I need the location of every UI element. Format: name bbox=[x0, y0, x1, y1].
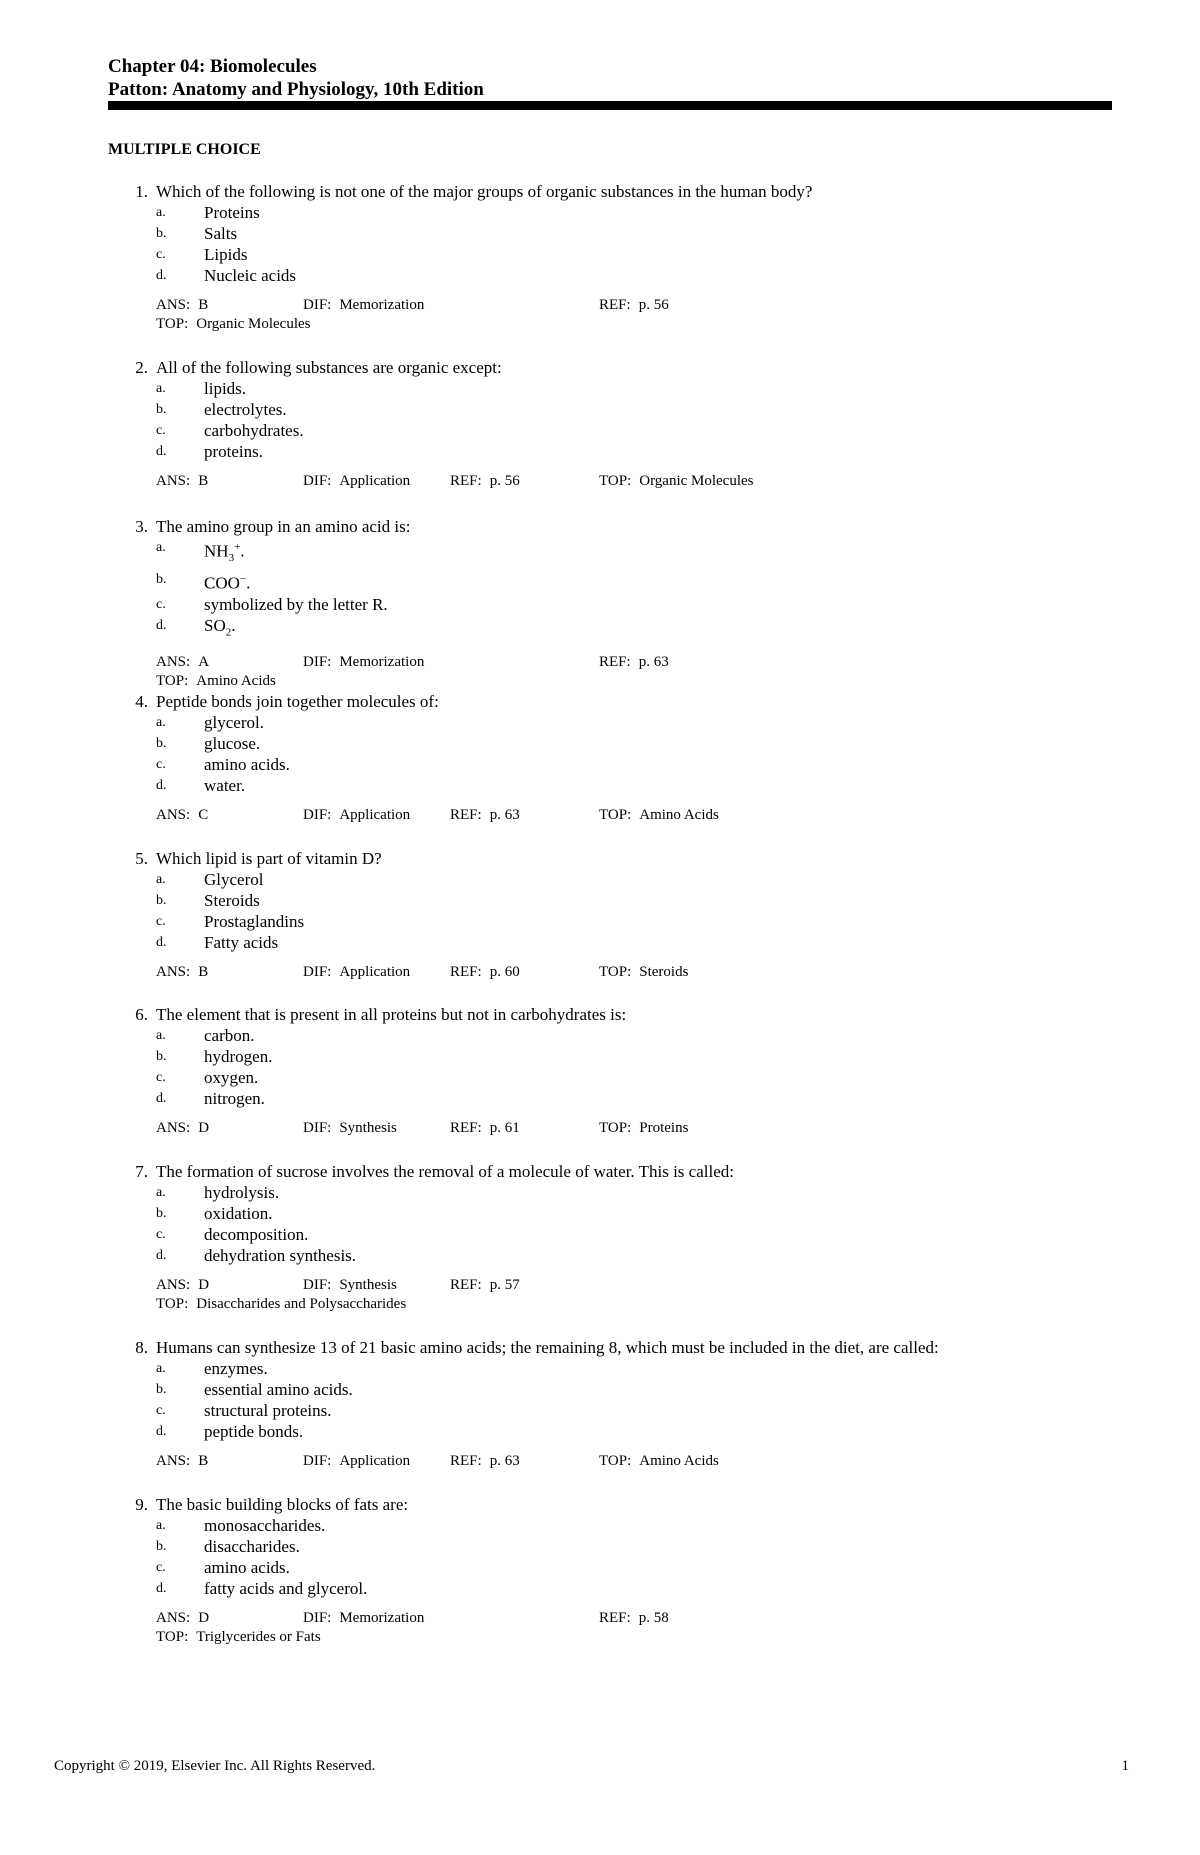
option-letter: a. bbox=[156, 381, 166, 396]
option-text: electrolytes. bbox=[204, 400, 287, 419]
answer-option bbox=[108, 1515, 1112, 1536]
answer-option bbox=[108, 1536, 1112, 1557]
question-row bbox=[108, 181, 1112, 202]
answer-option bbox=[108, 1379, 1112, 1400]
question-stem: Peptide bonds join together molecules of: bbox=[156, 692, 439, 711]
reference bbox=[599, 653, 669, 672]
answer bbox=[156, 1609, 209, 1628]
option-letter: d. bbox=[156, 268, 167, 283]
option-letter: a. bbox=[156, 872, 166, 887]
reference-value: p. 63 bbox=[638, 654, 669, 671]
answer-option bbox=[108, 537, 1112, 569]
option-text: amino acids. bbox=[204, 755, 290, 774]
option-letter: c. bbox=[156, 757, 166, 772]
option-letter: d. bbox=[156, 935, 167, 950]
option-letter: c. bbox=[156, 1403, 166, 1418]
answer-option bbox=[108, 754, 1112, 775]
answer-key bbox=[156, 1609, 1112, 1647]
answer bbox=[156, 1276, 209, 1295]
answer-key-row bbox=[156, 315, 1112, 334]
topic bbox=[599, 1452, 719, 1471]
question-number: 7. bbox=[135, 1162, 148, 1181]
answer-option bbox=[108, 244, 1112, 265]
option-text: symbolized by the letter R. bbox=[204, 594, 388, 614]
topic-value: Organic Molecules bbox=[196, 316, 311, 332]
option-letter: b. bbox=[156, 893, 167, 908]
topic-value: Amino Acids bbox=[639, 1453, 719, 1469]
answer bbox=[156, 653, 209, 672]
answer-key-row bbox=[156, 1276, 1112, 1295]
answer-value: D bbox=[198, 1277, 210, 1293]
difficulty bbox=[303, 1452, 410, 1471]
option-letter: a. bbox=[156, 1185, 166, 1200]
answer-option bbox=[108, 399, 1112, 420]
difficulty-label: DIF: bbox=[303, 473, 332, 489]
reference-label: REF: bbox=[450, 473, 482, 489]
answer-label: ANS: bbox=[156, 297, 191, 313]
difficulty-value: Memorization bbox=[339, 1610, 425, 1626]
option-letter: c. bbox=[156, 247, 166, 262]
answer-key bbox=[156, 1452, 1112, 1471]
topic-value: Steroids bbox=[639, 964, 689, 980]
answer-option bbox=[108, 890, 1112, 911]
difficulty-label: DIF: bbox=[303, 1610, 332, 1626]
reference-value: p. 63 bbox=[489, 807, 520, 823]
question-stem: The element that is present in all proteins but not in carbohydrates is: bbox=[156, 1005, 627, 1024]
option-letter: d. bbox=[156, 1581, 167, 1596]
answer-key-row bbox=[156, 963, 1112, 982]
option-text: disaccharides. bbox=[204, 1537, 300, 1556]
answer-option bbox=[108, 932, 1112, 953]
difficulty bbox=[303, 653, 424, 672]
topic bbox=[156, 1628, 321, 1647]
question-number: 1. bbox=[135, 182, 148, 201]
reference-value: p. 60 bbox=[489, 964, 520, 980]
reference-label: REF: bbox=[450, 807, 482, 823]
reference-label: REF: bbox=[450, 1277, 482, 1293]
answer-value: C bbox=[198, 807, 209, 823]
answer-label: ANS: bbox=[156, 1277, 191, 1293]
copyright-notice: Copyright © 2019, Elsevier Inc. All Rights Reserved. bbox=[54, 1758, 376, 1774]
option-text: Steroids bbox=[204, 891, 260, 910]
option-text: Salts bbox=[204, 224, 238, 243]
option-letter: b. bbox=[156, 736, 167, 751]
answer-key-row bbox=[156, 1119, 1112, 1138]
option-text: Fatty acids bbox=[204, 933, 279, 952]
option-letter: d. bbox=[156, 1248, 167, 1263]
question-stem: All of the following substances are organic except: bbox=[156, 358, 502, 377]
difficulty bbox=[303, 963, 410, 982]
topic bbox=[599, 1119, 688, 1138]
option-text: Glycerol bbox=[204, 870, 264, 889]
answer-label: ANS: bbox=[156, 807, 191, 823]
difficulty-label: DIF: bbox=[303, 807, 332, 823]
option-text: enzymes. bbox=[204, 1359, 268, 1378]
answer-option bbox=[108, 1578, 1112, 1599]
option-letter: a. bbox=[156, 1028, 166, 1043]
topic-value: Amino Acids bbox=[196, 673, 276, 690]
difficulty-label: DIF: bbox=[303, 297, 332, 313]
answer-key-row bbox=[156, 672, 1112, 691]
answer-option bbox=[108, 869, 1112, 890]
question-item bbox=[108, 1004, 1112, 1138]
answer-value: D bbox=[198, 1120, 210, 1136]
option-text: carbon. bbox=[204, 1026, 255, 1045]
option-text: hydrogen. bbox=[204, 1047, 273, 1066]
reference bbox=[450, 1119, 520, 1138]
difficulty-value: Memorization bbox=[339, 654, 425, 671]
reference-value: p. 58 bbox=[638, 1610, 669, 1626]
question-stem: The formation of sucrose involves the removal of a molecule of water. This is called: bbox=[156, 1162, 734, 1181]
difficulty-value: Synthesis bbox=[339, 1277, 397, 1293]
answer-label: ANS: bbox=[156, 1610, 191, 1626]
option-text: COO−. bbox=[204, 573, 251, 593]
option-text: structural proteins. bbox=[204, 1401, 332, 1420]
difficulty bbox=[303, 1609, 424, 1628]
topic-label: TOP: bbox=[156, 673, 189, 690]
option-letter: d. bbox=[156, 444, 167, 459]
option-text: decomposition. bbox=[204, 1225, 309, 1244]
page-number: 1 bbox=[1121, 1758, 1129, 1774]
answer-option bbox=[108, 594, 1112, 615]
option-text: $SO_2$. bbox=[204, 615, 236, 639]
section-title: MULTIPLE CHOICE bbox=[108, 141, 261, 158]
question-number: 5. bbox=[135, 849, 148, 868]
option-text: fatty acids and glycerol. bbox=[204, 1579, 368, 1598]
chapter-title: Chapter 04: Biomolecules bbox=[108, 56, 317, 77]
difficulty-value: Application bbox=[339, 964, 411, 980]
question-number: 6. bbox=[135, 1005, 148, 1024]
option-letter: b. bbox=[156, 226, 167, 241]
option-letter: d. bbox=[156, 778, 167, 793]
answer-key bbox=[156, 472, 1112, 491]
option-letter: b. bbox=[156, 1382, 167, 1397]
option-letter: b. bbox=[156, 572, 167, 588]
option-text: glucose. bbox=[204, 734, 261, 753]
question-item bbox=[108, 181, 1112, 334]
answer-option bbox=[108, 733, 1112, 754]
option-text: water. bbox=[204, 776, 246, 795]
answer-option bbox=[108, 911, 1112, 932]
question-item bbox=[108, 1337, 1112, 1471]
difficulty-label: DIF: bbox=[303, 1120, 332, 1136]
topic bbox=[156, 672, 276, 691]
reference-label: REF: bbox=[450, 964, 482, 980]
answer-option bbox=[108, 615, 1112, 643]
answer-option bbox=[108, 265, 1112, 286]
answer-option bbox=[108, 441, 1112, 462]
option-text: oxygen. bbox=[204, 1068, 259, 1087]
option-letter: b. bbox=[156, 1206, 167, 1221]
answer-option bbox=[108, 420, 1112, 441]
answer-key bbox=[156, 296, 1112, 334]
difficulty-value: Synthesis bbox=[339, 1120, 397, 1136]
option-text: nitrogen. bbox=[204, 1089, 265, 1108]
answer-option bbox=[108, 1400, 1112, 1421]
option-letter: c. bbox=[156, 1070, 166, 1085]
reference-label: REF: bbox=[599, 654, 631, 671]
reference-value: p. 61 bbox=[489, 1120, 520, 1136]
option-letter: a. bbox=[156, 1518, 166, 1533]
difficulty-value: Application bbox=[339, 473, 411, 489]
option-letter: b. bbox=[156, 1049, 167, 1064]
answer-option bbox=[108, 1046, 1112, 1067]
answer bbox=[156, 1452, 208, 1471]
answer-key-row bbox=[156, 1295, 1112, 1314]
question-row bbox=[108, 1004, 1112, 1025]
question-number: 4. bbox=[135, 692, 148, 711]
question-stem: Which lipid is part of vitamin D? bbox=[156, 849, 382, 868]
topic-value: Triglycerides or Fats bbox=[196, 1629, 321, 1645]
difficulty-value: Application bbox=[339, 1453, 411, 1469]
topic-label: TOP: bbox=[599, 964, 632, 980]
question-row bbox=[108, 357, 1112, 378]
difficulty-label: DIF: bbox=[303, 654, 332, 671]
answer-option bbox=[108, 202, 1112, 223]
answer-option bbox=[108, 1088, 1112, 1109]
answer-label: ANS: bbox=[156, 654, 191, 671]
difficulty bbox=[303, 296, 424, 315]
question-stem: The amino group in an amino acid is: bbox=[156, 517, 411, 536]
answer-option bbox=[108, 1203, 1112, 1224]
question-item bbox=[108, 691, 1112, 825]
question-item bbox=[108, 516, 1112, 691]
answer-option bbox=[108, 378, 1112, 399]
option-letter: c. bbox=[156, 1227, 166, 1242]
topic-label: TOP: bbox=[599, 1120, 632, 1136]
question-stem: Humans can synthesize 13 of 21 basic amino acids; the remaining 8, which must be included in the diet, are called: bbox=[156, 1338, 939, 1357]
option-text: dehydration synthesis. bbox=[204, 1246, 357, 1265]
difficulty-value: Memorization bbox=[339, 297, 425, 313]
answer-label: ANS: bbox=[156, 1120, 191, 1136]
reference bbox=[450, 1452, 520, 1471]
question-row bbox=[108, 848, 1112, 869]
answer-option bbox=[108, 569, 1112, 594]
reference-label: REF: bbox=[450, 1453, 482, 1469]
answer-option bbox=[108, 1224, 1112, 1245]
topic-label: TOP: bbox=[156, 1296, 189, 1312]
document-header bbox=[108, 55, 1112, 101]
topic bbox=[156, 1295, 406, 1314]
answer-option bbox=[108, 1557, 1112, 1578]
option-letter: c. bbox=[156, 423, 166, 438]
reference-label: REF: bbox=[450, 1120, 482, 1136]
option-text: carbohydrates. bbox=[204, 421, 304, 440]
question-number: 8. bbox=[135, 1338, 148, 1357]
reference-label: REF: bbox=[599, 297, 631, 313]
answer-option bbox=[108, 1358, 1112, 1379]
option-text: essential amino acids. bbox=[204, 1380, 353, 1399]
option-text: peptide bonds. bbox=[204, 1422, 304, 1441]
difficulty bbox=[303, 1119, 397, 1138]
difficulty-label: DIF: bbox=[303, 1453, 332, 1469]
answer-option bbox=[108, 1421, 1112, 1442]
topic-label: TOP: bbox=[599, 807, 632, 823]
option-letter: d. bbox=[156, 617, 167, 633]
question-item bbox=[108, 1494, 1112, 1647]
topic-value: Disaccharides and Polysaccharides bbox=[196, 1296, 407, 1312]
topic-value: Proteins bbox=[639, 1120, 689, 1136]
reference bbox=[599, 1609, 669, 1628]
difficulty bbox=[303, 472, 410, 491]
question-stem: The basic building blocks of fats are: bbox=[156, 1495, 409, 1514]
question-item bbox=[108, 848, 1112, 982]
option-text: Nucleic acids bbox=[204, 266, 297, 285]
answer-key-row bbox=[156, 1628, 1112, 1647]
option-letter: c. bbox=[156, 596, 166, 612]
answer bbox=[156, 1119, 209, 1138]
answer-option bbox=[108, 223, 1112, 244]
option-letter: a. bbox=[156, 540, 166, 555]
option-text: hydrolysis. bbox=[204, 1183, 280, 1202]
question-row bbox=[108, 691, 1112, 712]
answer bbox=[156, 296, 208, 315]
answer-key-row bbox=[156, 806, 1112, 825]
question-item bbox=[108, 357, 1112, 491]
option-letter: d. bbox=[156, 1424, 167, 1439]
topic-label: TOP: bbox=[599, 473, 632, 489]
option-letter: b. bbox=[156, 1539, 167, 1554]
answer-option bbox=[108, 1067, 1112, 1088]
question-number: 2. bbox=[135, 358, 148, 377]
reference bbox=[450, 472, 520, 491]
answer-value: B bbox=[198, 1453, 209, 1469]
reference bbox=[450, 963, 520, 982]
reference-value: p. 56 bbox=[489, 473, 520, 489]
option-letter: a. bbox=[156, 205, 166, 220]
answer-label: ANS: bbox=[156, 473, 191, 489]
reference bbox=[450, 806, 520, 825]
answer-key bbox=[156, 963, 1112, 982]
topic-value: Organic Molecules bbox=[639, 473, 754, 489]
answer-value: B bbox=[198, 473, 209, 489]
option-letter: b. bbox=[156, 402, 167, 417]
difficulty-label: DIF: bbox=[303, 1277, 332, 1293]
reference-value: p. 57 bbox=[489, 1277, 520, 1293]
answer-key-row bbox=[156, 472, 1112, 491]
option-text: $NH_3^+$. bbox=[204, 541, 245, 565]
question-stem: Which of the following is not one of the major groups of organic substances in the human body? bbox=[156, 182, 813, 201]
option-text: Proteins bbox=[204, 203, 260, 222]
topic bbox=[599, 963, 688, 982]
reference bbox=[599, 296, 669, 315]
reference-value: p. 56 bbox=[638, 297, 669, 313]
answer-key bbox=[156, 1119, 1112, 1138]
topic-label: TOP: bbox=[599, 1453, 632, 1469]
topic bbox=[599, 806, 719, 825]
question-item bbox=[108, 1161, 1112, 1314]
answer-option bbox=[108, 1245, 1112, 1266]
answer-value: B bbox=[198, 297, 209, 313]
answer-key-row bbox=[156, 653, 1112, 672]
topic bbox=[599, 472, 754, 491]
option-text: proteins. bbox=[204, 442, 264, 461]
reference-label: REF: bbox=[599, 1610, 631, 1626]
answer bbox=[156, 472, 208, 491]
topic-value: Amino Acids bbox=[639, 807, 719, 823]
option-letter: c. bbox=[156, 1560, 166, 1575]
option-letter: a. bbox=[156, 715, 166, 730]
option-text: glycerol. bbox=[204, 713, 264, 732]
answer-value: B bbox=[198, 964, 209, 980]
answer-key-row bbox=[156, 296, 1112, 315]
answer-key bbox=[156, 806, 1112, 825]
book-title: Patton: Anatomy and Physiology, 10th Edition bbox=[108, 79, 484, 100]
reference-value: p. 63 bbox=[489, 1453, 520, 1469]
answer-label: ANS: bbox=[156, 964, 191, 980]
answer-value: A bbox=[198, 654, 210, 671]
question-row bbox=[108, 1161, 1112, 1182]
reference bbox=[450, 1276, 520, 1295]
topic-label: TOP: bbox=[156, 316, 189, 332]
answer-key-row bbox=[156, 1609, 1112, 1628]
topic bbox=[156, 315, 311, 334]
answer-label: ANS: bbox=[156, 1453, 191, 1469]
option-text: Lipids bbox=[204, 245, 248, 264]
answer-option bbox=[108, 712, 1112, 733]
difficulty-value: Application bbox=[339, 807, 411, 823]
answer-key-row bbox=[156, 1452, 1112, 1471]
answer bbox=[156, 963, 208, 982]
option-letter: a. bbox=[156, 1361, 166, 1376]
answer-option bbox=[108, 1025, 1112, 1046]
question-row bbox=[108, 1494, 1112, 1515]
difficulty bbox=[303, 806, 410, 825]
question-row bbox=[108, 516, 1112, 537]
option-text: oxidation. bbox=[204, 1204, 273, 1223]
question-number: 9. bbox=[135, 1495, 148, 1514]
option-text: lipids. bbox=[204, 379, 247, 398]
difficulty-label: DIF: bbox=[303, 964, 332, 980]
question-number: 3. bbox=[135, 517, 148, 536]
option-text: amino acids. bbox=[204, 1558, 290, 1577]
answer-option bbox=[108, 775, 1112, 796]
difficulty bbox=[303, 1276, 397, 1295]
header-rule bbox=[108, 101, 1112, 110]
topic-label: TOP: bbox=[156, 1629, 189, 1645]
option-text: Prostaglandins bbox=[204, 912, 305, 931]
option-letter: c. bbox=[156, 914, 166, 929]
answer-key bbox=[156, 653, 1112, 691]
answer bbox=[156, 806, 208, 825]
answer-option bbox=[108, 1182, 1112, 1203]
question-row bbox=[108, 1337, 1112, 1358]
option-text: monosaccharides. bbox=[204, 1516, 326, 1535]
answer-key bbox=[156, 1276, 1112, 1314]
answer-value: D bbox=[198, 1610, 210, 1626]
option-letter: d. bbox=[156, 1091, 167, 1106]
